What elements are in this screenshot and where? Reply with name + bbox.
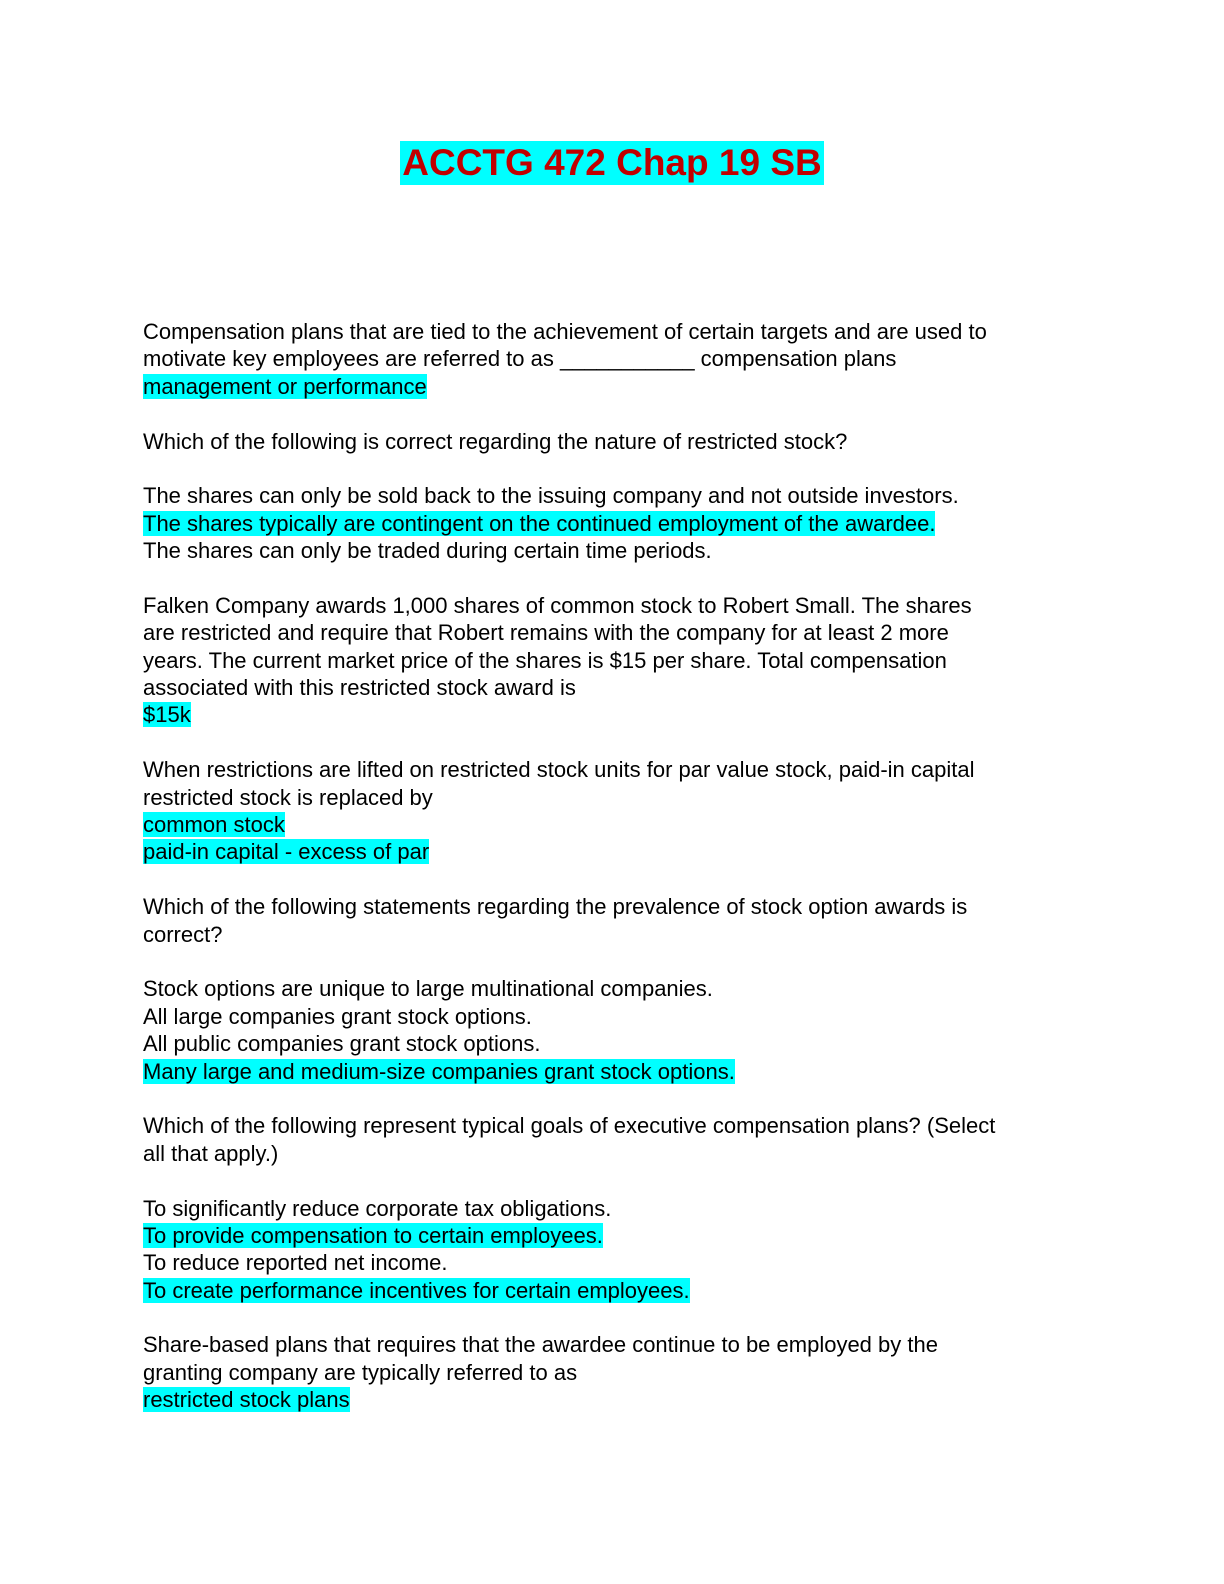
answer-line bbox=[143, 1386, 1083, 1413]
question-prompt-line-text: motivate key employees are referred to as ___________ compensation plans bbox=[143, 346, 897, 372]
document-title: ACCTG 472 Chap 19 SB bbox=[402, 142, 822, 183]
question-prompt-line bbox=[143, 619, 1083, 646]
question-prompt-line bbox=[143, 893, 1083, 920]
question-prompt-line-text: When restrictions are lifted on restricted stock units for par value stock, paid-in capital bbox=[143, 757, 975, 783]
document-body bbox=[143, 318, 1083, 1414]
spacer bbox=[143, 1085, 1083, 1112]
question-prompt-line bbox=[143, 784, 1083, 811]
option-line bbox=[143, 1030, 1083, 1057]
question-prompt-line-text: granting company are typically referred to as bbox=[143, 1359, 578, 1385]
option-line-text: The shares can only be sold back to the issuing company and not outside investors. bbox=[143, 483, 959, 509]
question-prompt-line bbox=[143, 921, 1083, 948]
correct-option bbox=[143, 1277, 1083, 1304]
correct-option-text: To create performance incentives for certain employees. bbox=[143, 1277, 690, 1303]
question-prompt-line bbox=[143, 592, 1083, 619]
option-line bbox=[143, 537, 1083, 564]
answer-line bbox=[143, 838, 1083, 865]
question-prompt-line-text: Falken Company awards 1,000 shares of common stock to Robert Small. The shares bbox=[143, 592, 972, 618]
spacer bbox=[143, 948, 1083, 975]
answer-line bbox=[143, 701, 1083, 728]
question-prompt-line bbox=[143, 756, 1083, 783]
question-prompt-line bbox=[143, 345, 1083, 372]
correct-option-text: To provide compensation to certain employees. bbox=[143, 1222, 603, 1248]
answer-line bbox=[143, 373, 1083, 400]
option-line bbox=[143, 975, 1083, 1002]
question-prompt-line bbox=[143, 1331, 1083, 1358]
option-line bbox=[143, 1249, 1083, 1276]
question-prompt-line-text: Which of the following statements regarding the prevalence of stock option awards is bbox=[143, 894, 968, 920]
question-prompt-line-text: Which of the following is correct regarding the nature of restricted stock? bbox=[143, 428, 848, 454]
option-line-text: To reduce reported net income. bbox=[143, 1250, 448, 1276]
question-prompt-line bbox=[143, 1140, 1083, 1167]
answer-line-text: management or performance bbox=[143, 373, 427, 399]
question-prompt-line bbox=[143, 1359, 1083, 1386]
option-line-text: To significantly reduce corporate tax obligations. bbox=[143, 1195, 612, 1221]
question-prompt-line bbox=[143, 674, 1083, 701]
question-prompt-line bbox=[143, 647, 1083, 674]
question-prompt-line-text: Share-based plans that requires that the awardee continue to be employed by the bbox=[143, 1332, 938, 1358]
answer-line-text: paid-in capital - excess of par bbox=[143, 839, 430, 865]
question-prompt-line-text: Compensation plans that are tied to the achievement of certain targets and are used to bbox=[143, 319, 987, 344]
option-line bbox=[143, 482, 1083, 509]
question-prompt-line bbox=[143, 318, 1083, 345]
question-prompt-line bbox=[143, 428, 1083, 455]
answer-line-text: restricted stock plans bbox=[143, 1387, 350, 1413]
answer-line bbox=[143, 811, 1083, 838]
question-prompt-line-text: correct? bbox=[143, 921, 223, 947]
spacer bbox=[143, 455, 1083, 482]
question-prompt-line-text: are restricted and require that Robert remains with the company for at least 2 more bbox=[143, 620, 949, 646]
option-line-text: All public companies grant stock options. bbox=[143, 1031, 541, 1057]
correct-option bbox=[143, 1222, 1083, 1249]
spacer bbox=[143, 866, 1083, 893]
spacer bbox=[143, 565, 1083, 592]
spacer bbox=[143, 400, 1083, 427]
question-prompt-line-text: associated with this restricted stock award is bbox=[143, 675, 576, 701]
correct-option-text: The shares typically are contingent on the continued employment of the awardee. bbox=[143, 510, 936, 536]
spacer bbox=[143, 1304, 1083, 1331]
question-prompt-line-text: years. The current market price of the shares is $15 per share. Total compensation bbox=[143, 647, 947, 673]
question-prompt-line bbox=[143, 1112, 1083, 1139]
correct-option bbox=[143, 510, 1083, 537]
spacer bbox=[143, 729, 1083, 756]
answer-line-text: $15k bbox=[143, 702, 191, 728]
option-line bbox=[143, 1003, 1083, 1030]
question-prompt-line-text: restricted stock is replaced by bbox=[143, 784, 433, 810]
correct-option-text: Many large and medium-size companies grant stock options. bbox=[143, 1058, 735, 1084]
title-wrapper bbox=[0, 141, 1224, 185]
option-line-text: Stock options are unique to large multinational companies. bbox=[143, 976, 713, 1002]
option-line-text: The shares can only be traded during certain time periods. bbox=[143, 538, 712, 564]
option-line bbox=[143, 1195, 1083, 1222]
correct-option bbox=[143, 1058, 1083, 1085]
answer-line-text: common stock bbox=[143, 812, 285, 838]
option-line-text: All large companies grant stock options. bbox=[143, 1003, 532, 1029]
question-prompt-line-text: Which of the following represent typical goals of executive compensation plans? (Select bbox=[143, 1113, 996, 1139]
spacer bbox=[143, 1167, 1083, 1194]
question-prompt-line-text: all that apply.) bbox=[143, 1140, 279, 1166]
